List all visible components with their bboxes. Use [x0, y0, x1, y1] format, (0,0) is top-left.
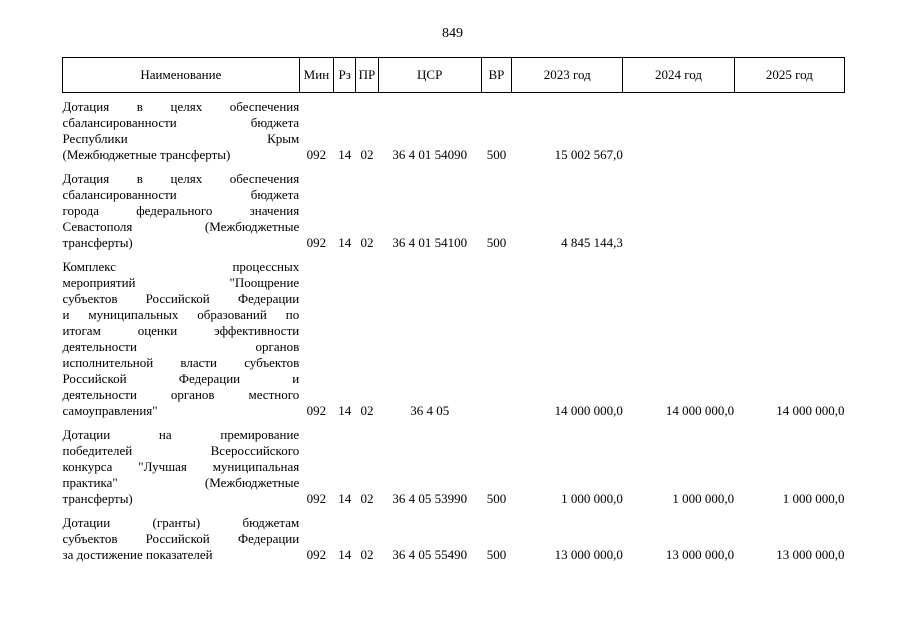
- header-rz: Рз: [334, 58, 356, 93]
- row-name-line: сбалансированности бюджета: [62, 187, 300, 202]
- row-value-2024: 13 000 000,0: [665, 547, 735, 562]
- row-min: 092: [306, 547, 327, 562]
- row-name: [63, 93, 300, 166]
- header-min: Мин: [299, 58, 333, 93]
- table-row: [63, 93, 845, 166]
- row-value-2024: 14 000 000,0: [665, 403, 735, 418]
- row-pr: 02: [360, 491, 374, 506]
- row-value-2024: [623, 93, 734, 166]
- row-value-2023: 1 000 000,0: [561, 491, 623, 506]
- table-header-row: [63, 58, 845, 93]
- row-name-line: победителей Всероссийского: [62, 443, 300, 458]
- row-csr: 36 4 05: [410, 403, 450, 418]
- row-name-line: Дотация в целях обеспечения: [62, 171, 300, 186]
- row-name-line: практика" (Межбюджетные: [62, 475, 300, 490]
- row-name-line: Дотации на премирование: [62, 427, 300, 442]
- row-vr: [481, 253, 511, 421]
- row-name-line: сбалансированности бюджета: [62, 115, 300, 130]
- row-min: 092: [306, 491, 327, 506]
- row-value-2025: 14 000 000,0: [776, 403, 845, 418]
- table-row: [63, 421, 845, 509]
- row-name-line: Дотации (гранты) бюджетам: [62, 515, 300, 530]
- row-name-line: Севастополя (Межбюджетные: [62, 219, 300, 234]
- row-name-line: исполнительной власти субъектов: [62, 355, 300, 370]
- row-name-line: мероприятий "Поощрение: [62, 275, 300, 290]
- row-value-2023: 4 845 144,3: [561, 235, 623, 250]
- row-name-line: итогам оценки эффективности: [62, 323, 300, 338]
- row-min: 092: [306, 235, 327, 250]
- page-number: 849: [442, 26, 463, 41]
- row-name-line: трансферты): [62, 235, 133, 250]
- row-value-2024: [623, 165, 734, 253]
- row-name-line: самоуправления": [62, 403, 158, 418]
- row-name-line: субъектов Российской Федерации: [62, 291, 300, 306]
- header-vr: ВР: [481, 58, 511, 93]
- row-pr: 02: [360, 547, 374, 562]
- row-value-2025: 13 000 000,0: [776, 547, 845, 562]
- row-name: [63, 253, 300, 421]
- row-name-line: за достижение показателей: [62, 547, 213, 562]
- header-csr: ЦСР: [378, 58, 481, 93]
- row-value-2023: 15 002 567,0: [554, 147, 623, 162]
- row-name-line: Комплекс процессных: [62, 259, 300, 274]
- row-rz: 14: [338, 147, 352, 162]
- table-row: [63, 253, 845, 421]
- row-rz: 14: [338, 491, 352, 506]
- budget-table: [62, 57, 845, 565]
- row-rz: 14: [338, 403, 352, 418]
- row-name-line: деятельности органов местного: [62, 387, 300, 402]
- table-row: [63, 165, 845, 253]
- row-name-line: Республики Крым: [62, 131, 300, 146]
- header-2023: 2023 год: [512, 58, 623, 93]
- row-csr: 36 4 05 53990: [392, 491, 468, 506]
- row-name-line: города федерального значения: [62, 203, 300, 218]
- row-vr: 500: [486, 147, 507, 162]
- row-value-2023: 13 000 000,0: [554, 547, 623, 562]
- row-value-2023: 14 000 000,0: [554, 403, 623, 418]
- header-2025: 2025 год: [734, 58, 844, 93]
- row-min: 092: [306, 403, 327, 418]
- row-value-2025: [734, 165, 844, 253]
- row-name-line: Российской Федерации и: [62, 371, 300, 386]
- row-csr: 36 4 05 55490: [392, 547, 468, 562]
- row-name-line: и муниципальных образований по: [62, 307, 300, 322]
- row-value-2025: [734, 93, 844, 166]
- row-name: [63, 165, 300, 253]
- header-name: Наименование: [63, 58, 300, 93]
- row-rz: 14: [338, 547, 352, 562]
- table-row: [63, 509, 845, 565]
- row-pr: 02: [360, 235, 374, 250]
- row-name-line: субъектов Российской Федерации: [62, 531, 300, 546]
- row-vr: 500: [486, 235, 507, 250]
- row-value-2025: 1 000 000,0: [782, 491, 845, 506]
- row-name-line: трансферты): [62, 491, 133, 506]
- header-pr: ПР: [356, 58, 378, 93]
- row-name-line: Дотация в целях обеспечения: [62, 99, 300, 114]
- row-pr: 02: [360, 147, 374, 162]
- row-name: [63, 509, 300, 565]
- row-name-line: конкурса "Лучшая муниципальная: [62, 459, 300, 474]
- row-min: 092: [306, 147, 327, 162]
- row-name-line: (Межбюджетные трансферты): [62, 147, 231, 162]
- row-name: [63, 421, 300, 509]
- row-vr: 500: [486, 491, 507, 506]
- row-pr: 02: [360, 403, 374, 418]
- row-rz: 14: [338, 235, 352, 250]
- row-csr: 36 4 01 54100: [392, 235, 468, 250]
- row-value-2024: 1 000 000,0: [672, 491, 735, 506]
- row-csr: 36 4 01 54090: [392, 147, 468, 162]
- header-2024: 2024 год: [623, 58, 734, 93]
- row-name-line: деятельности органов: [62, 339, 300, 354]
- row-vr: 500: [486, 547, 507, 562]
